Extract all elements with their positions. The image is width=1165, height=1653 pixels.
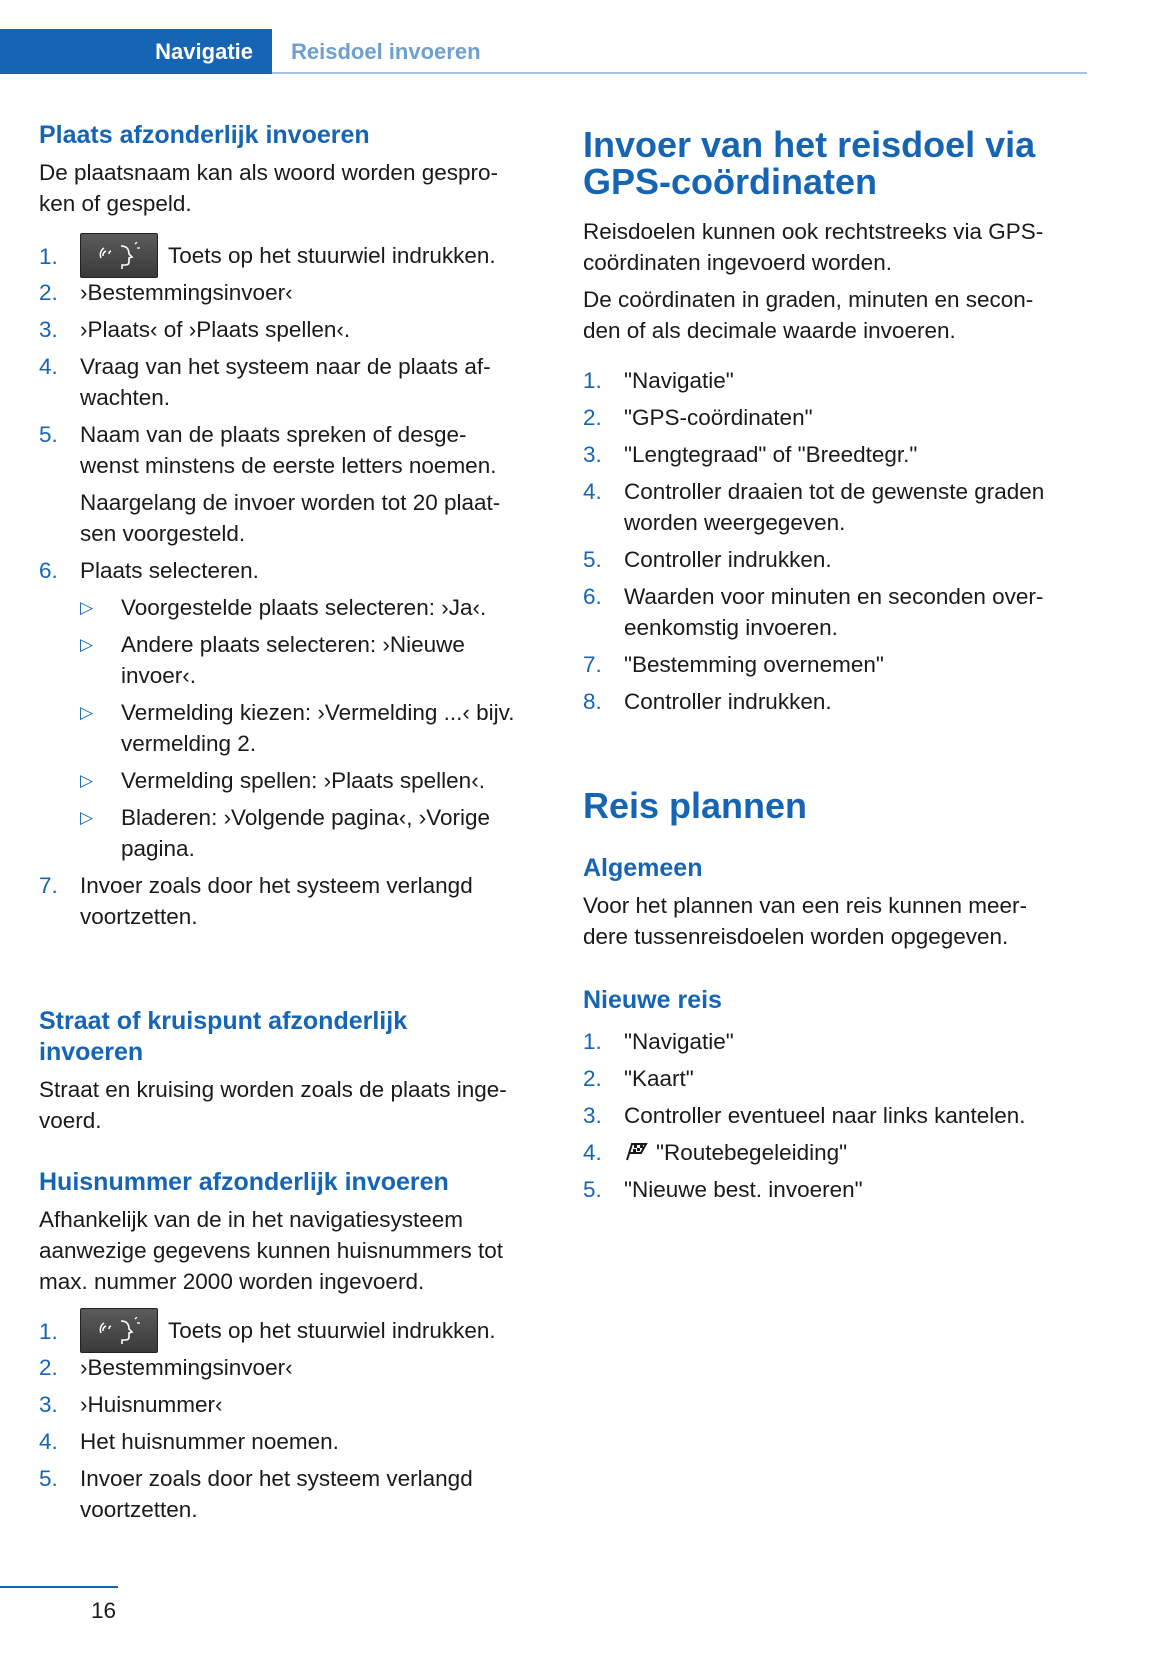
list-item	[39, 233, 544, 278]
list-number: 1.	[39, 1319, 58, 1344]
gps-p1: Reisdoelen kunnen ook rechtstreeks via GPS- coördinaten ingevoerd worden.	[583, 219, 1044, 275]
plaats-steps	[39, 233, 544, 932]
heading-reis-plannen: Reis plannen	[583, 785, 808, 826]
step-text: Waarden voor minuten en seconden over- eenkomstig invoeren.	[624, 584, 1044, 640]
section-title: Reisdoel invoeren	[291, 39, 481, 64]
list-number: 6.	[39, 558, 58, 583]
voice-command-button-icon	[80, 1308, 158, 1353]
step-text: "GPS-coördinaten"	[624, 405, 813, 430]
bullet-text: Andere plaats selecteren: ›Nieuwe invoer‹.	[121, 632, 465, 688]
list-number: 6.	[583, 584, 602, 609]
list-item	[583, 439, 1093, 470]
list-item	[583, 1137, 1093, 1168]
list-item	[583, 686, 1093, 717]
list-number: 4.	[39, 354, 58, 379]
list-item	[583, 476, 1093, 538]
list-number: 7.	[583, 652, 602, 677]
bullet-text: Vermelding kiezen: ›Vermelding ...‹ bijv. vermelding 2.	[121, 700, 515, 756]
list-number: 4.	[39, 1429, 58, 1454]
list-number: 2.	[583, 405, 602, 430]
list-item	[39, 419, 544, 481]
step-text: "Navigatie"	[624, 368, 734, 393]
route-guidance-icon	[624, 1139, 650, 1161]
list-number: 4.	[583, 479, 602, 504]
list-item	[39, 277, 544, 308]
list-number: 5.	[39, 422, 58, 447]
list-item	[583, 1174, 1093, 1205]
triangle-bullet-icon: ▷	[80, 635, 94, 654]
list-item	[39, 1308, 544, 1353]
list-number: 1.	[583, 368, 602, 393]
plaats-intro: De plaatsnaam kan als woord worden gespro- ken of gespeld.	[39, 160, 498, 216]
step-text: ›Bestemmingsinvoer‹	[80, 1355, 293, 1380]
gps-p2: De coördinaten in graden, minuten en secon- den of als decimale waarde invoeren.	[583, 287, 1034, 343]
list-number: 3.	[583, 442, 602, 467]
list-item	[583, 544, 1093, 575]
list-item	[39, 555, 544, 586]
list-number: 4.	[583, 1140, 602, 1165]
header-rule	[272, 72, 1087, 74]
step-text: Naam van de plaats spreken of desge- wenst minstens de eerste letters noemen.	[80, 422, 497, 478]
step-text: ›Plaats‹ of ›Plaats spellen‹.	[80, 317, 351, 342]
bullet-item	[80, 697, 544, 759]
bullet-text: Voorgestelde plaats selecteren: ›Ja‹.	[121, 595, 487, 620]
nieuwe-reis-steps	[583, 1026, 1093, 1205]
step-text: Het huisnummer noemen.	[80, 1429, 339, 1454]
list-number: 1.	[39, 244, 58, 269]
step-text: ›Bestemmingsinvoer‹	[80, 280, 293, 305]
step-text: Invoer zoals door het systeem verlangd voortzetten.	[80, 873, 473, 929]
heading-plaats: Plaats afzonderlijk invoeren	[39, 121, 370, 149]
page-number: 16	[91, 1598, 117, 1623]
step-text: "Bestemming overnemen"	[624, 652, 884, 677]
list-item	[583, 402, 1093, 433]
step-text: ›Huisnummer‹	[80, 1392, 223, 1417]
section-gps	[583, 126, 1093, 346]
section-algemeen	[583, 853, 1093, 952]
list-number: 2.	[39, 280, 58, 305]
list-item	[39, 1352, 544, 1383]
heading-algemeen: Algemeen	[583, 854, 703, 882]
section-nieuwe-reis	[583, 985, 1093, 1016]
triangle-bullet-icon: ▷	[80, 771, 94, 790]
list-item	[39, 351, 544, 413]
list-number: 5.	[583, 1177, 602, 1202]
step-text: "Kaart"	[624, 1066, 694, 1091]
list-item	[583, 581, 1093, 643]
list-item	[39, 314, 544, 345]
step-note: Naargelang de invoer worden tot 20 plaat- sen voorgesteld.	[80, 490, 501, 546]
list-item	[583, 1100, 1093, 1131]
list-number: 2.	[583, 1066, 602, 1091]
step-text: Toets op het stuurwiel indrukken.	[168, 243, 496, 268]
straat-text: Straat en kruising worden zoals de plaats inge- voerd.	[39, 1077, 507, 1133]
triangle-bullet-icon: ▷	[80, 598, 94, 617]
bullet-item	[80, 592, 544, 623]
sub-bullets	[39, 592, 544, 864]
list-item	[39, 1426, 544, 1457]
step-text: Vraag van het systeem naar de plaats af- wachten.	[80, 354, 491, 410]
list-item	[583, 1026, 1093, 1057]
step-text: Controller draaien tot de gewenste graden worden weergegeven.	[624, 479, 1045, 535]
list-number: 5.	[39, 1466, 58, 1491]
triangle-bullet-icon: ▷	[80, 808, 94, 827]
triangle-bullet-icon: ▷	[80, 703, 94, 722]
list-item	[583, 365, 1093, 396]
list-item	[583, 649, 1093, 680]
list-number: 2.	[39, 1355, 58, 1380]
step-text: Controller eventueel naar links kantelen.	[624, 1103, 1026, 1128]
bullet-text: Bladeren: ›Volgende pagina‹, ›Vorige pagina.	[121, 805, 491, 861]
gps-steps	[583, 365, 1093, 717]
list-number: 3.	[39, 1392, 58, 1417]
step-text: Controller indrukken.	[624, 689, 832, 714]
section-straat	[39, 1006, 544, 1136]
heading-straat: Straat of kruispunt afzonderlijk invoeren	[39, 1007, 408, 1066]
step-text: "Navigatie"	[624, 1029, 734, 1054]
bullet-item	[80, 765, 544, 796]
step-text: Controller indrukken.	[624, 547, 832, 572]
huisnummer-text: Afhankelijk van de in het navigatiesysteem aanwezige gegevens kunnen huisnummers tot max. nummer 2000 worden ingevoerd.	[39, 1207, 504, 1294]
list-number: 3.	[583, 1103, 602, 1128]
heading-nieuwe-reis: Nieuwe reis	[583, 986, 722, 1014]
bullet-text: Vermelding spellen: ›Plaats spellen‹.	[121, 768, 485, 793]
list-number: 7.	[39, 873, 58, 898]
list-item	[39, 1463, 544, 1525]
bullet-item	[80, 629, 544, 691]
list-item	[583, 1063, 1093, 1094]
bullet-item	[80, 802, 544, 864]
list-number: 8.	[583, 689, 602, 714]
footer-rule	[0, 1586, 118, 1588]
section-reis-plannen	[583, 787, 1093, 824]
step-text: Toets op het stuurwiel indrukken.	[168, 1318, 496, 1343]
list-number: 5.	[583, 547, 602, 572]
voice-command-button-icon	[80, 233, 158, 278]
section-huisnummer	[39, 1167, 544, 1297]
step-text: "Lengtegraad" of "Breedtegr."	[624, 442, 918, 467]
section-plaats	[39, 120, 544, 219]
step-text: Plaats selecteren.	[80, 558, 259, 583]
step-text: Invoer zoals door het systeem verlangd voortzetten.	[80, 1466, 473, 1522]
list-number: 3.	[39, 317, 58, 342]
heading-huisnummer: Huisnummer afzonderlijk invoeren	[39, 1168, 449, 1196]
step-text: "Nieuwe best. invoeren"	[624, 1177, 863, 1202]
list-number: 1.	[583, 1029, 602, 1054]
list-item	[39, 1389, 544, 1420]
algemeen-text: Voor het plannen van een reis kunnen meer- dere tussenreisdoelen worden opgegeven.	[583, 893, 1028, 949]
huisnummer-steps	[39, 1308, 544, 1525]
list-item-note	[39, 487, 544, 549]
list-item	[39, 870, 544, 932]
chapter-tab: Navigatie	[0, 29, 272, 74]
heading-gps: Invoer van het reisdoel via GPS-coördinaten	[583, 124, 1036, 202]
step-text: "Routebegeleiding"	[656, 1140, 848, 1165]
